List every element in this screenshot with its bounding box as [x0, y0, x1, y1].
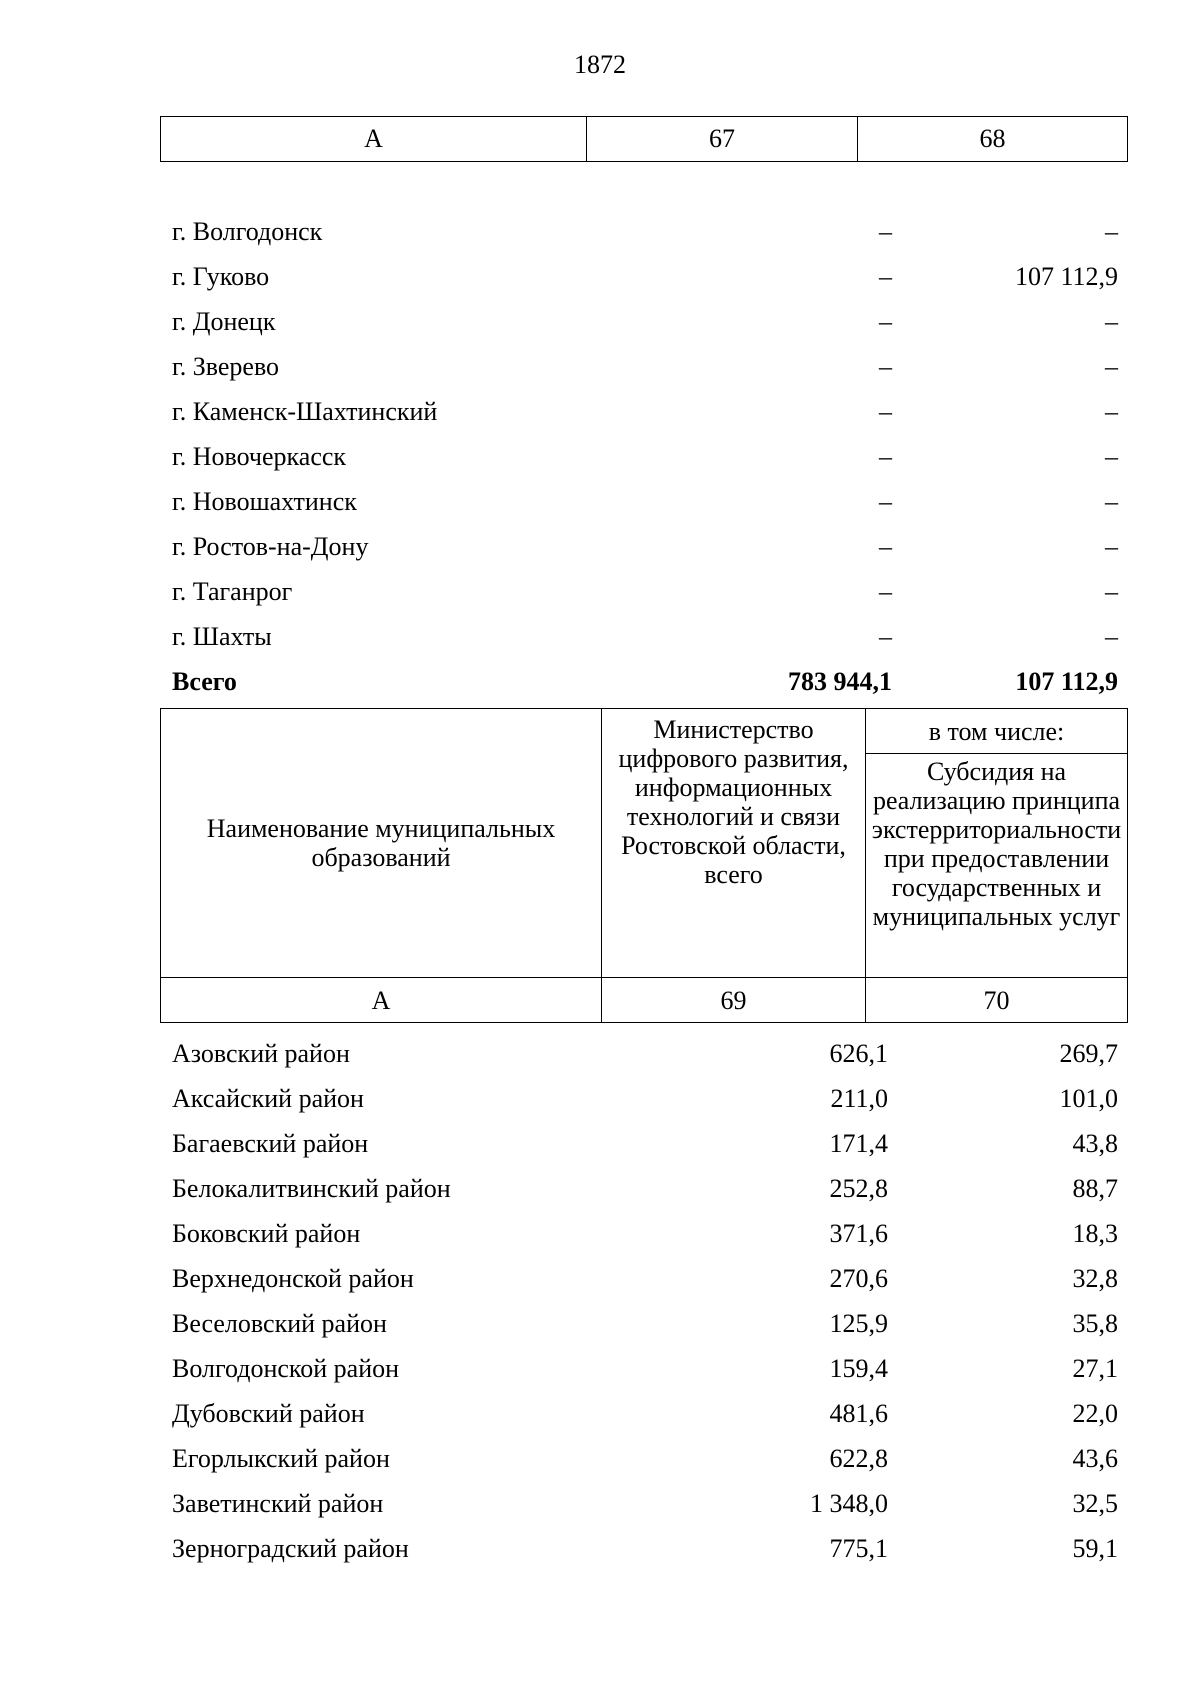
row-value-69: 252,8 [829, 1174, 888, 1203]
row-value-69: 775,1 [829, 1534, 888, 1563]
row-value-67: – [879, 487, 892, 516]
row-name: Веселовский район [172, 1309, 387, 1338]
row-value-68: – [1105, 622, 1118, 651]
row-name: Белокалитвинский район [172, 1174, 451, 1203]
table-row [160, 1079, 1130, 1119]
row-value-70: 43,6 [1072, 1444, 1118, 1473]
row-name: Азовский район [172, 1039, 350, 1068]
row-value-69: 622,8 [829, 1444, 888, 1473]
row-name: г. Ростов-на-Дону [172, 532, 369, 561]
table-row [160, 347, 1130, 387]
table-row [160, 392, 1130, 432]
row-value-67: – [879, 442, 892, 471]
table-row [160, 1214, 1130, 1254]
header-name-col: Наименование муниципальных образований [161, 709, 602, 978]
row-value-69: 211,0 [830, 1084, 888, 1113]
table-row [160, 212, 1130, 252]
header-col-69: 69 [602, 978, 866, 1023]
row-name: г. Таганрог [172, 577, 293, 606]
header-col-a: А [161, 978, 602, 1023]
row-value-69: 481,6 [829, 1399, 888, 1428]
row-name: Багаевский район [172, 1129, 369, 1158]
row-value-70: 27,1 [1072, 1354, 1118, 1383]
row-name: г. Новочеркасск [172, 442, 347, 471]
row-value-68: – [1105, 397, 1118, 426]
row-value-67: – [879, 577, 892, 606]
row-value-67: – [879, 622, 892, 651]
table-row [160, 1529, 1130, 1569]
row-value-69: 626,1 [829, 1039, 888, 1068]
total-value-68: 107 112,9 [1015, 667, 1118, 696]
row-value-70: 269,7 [1059, 1039, 1118, 1068]
header-including: в том числе: [866, 709, 1128, 754]
row-name: г. Гуково [172, 262, 270, 291]
row-value-69: 270,6 [829, 1264, 888, 1293]
page-number: 1872 [574, 50, 626, 79]
row-name: Верхнедонской район [172, 1264, 414, 1293]
table-row [160, 1034, 1130, 1074]
total-value-67: 783 944,1 [788, 667, 892, 696]
row-value-70: 32,5 [1072, 1489, 1118, 1518]
row-value-70: 88,7 [1072, 1174, 1118, 1203]
total-label: Всего [172, 667, 237, 696]
row-value-69: 171,4 [829, 1129, 888, 1158]
table-header-bottom [160, 708, 1128, 1023]
row-value-69: 125,9 [829, 1309, 888, 1338]
row-value-68: – [1105, 577, 1118, 606]
table-row [160, 572, 1130, 612]
total-row [160, 662, 1130, 702]
row-name: Зерноградский район [172, 1534, 409, 1563]
row-value-70: 43,8 [1072, 1129, 1118, 1158]
table-row [160, 302, 1130, 342]
table-row [160, 1439, 1130, 1479]
row-value-70: 35,8 [1072, 1309, 1118, 1338]
row-value-69: 1 348,0 [810, 1489, 888, 1518]
table-row [160, 1394, 1130, 1434]
header-col-a: А [161, 117, 587, 162]
row-name: г. Донецк [172, 307, 276, 336]
table-row [160, 527, 1130, 567]
table-row [160, 1484, 1130, 1524]
row-value-68: – [1105, 352, 1118, 381]
row-value-67: – [879, 352, 892, 381]
row-value-68: – [1105, 307, 1118, 336]
row-name: Волгодонской район [172, 1354, 400, 1383]
row-value-69: 159,4 [829, 1354, 888, 1383]
row-value-67: – [879, 217, 892, 246]
header-subsidy-col: Субсидия на реализацию принципа экстерриториальности при предоставлении государственных и муниципальных услуг [866, 754, 1128, 978]
header-col-70: 70 [866, 978, 1128, 1023]
row-value-70: 59,1 [1072, 1534, 1118, 1563]
row-value-67: – [879, 532, 892, 561]
row-value-67: – [879, 262, 892, 291]
row-value-67: – [879, 307, 892, 336]
table-row [160, 1124, 1130, 1164]
table-row [160, 1169, 1130, 1209]
row-value-69: 371,6 [829, 1219, 888, 1248]
row-name: Дубовский район [172, 1399, 365, 1428]
row-value-68: – [1105, 217, 1118, 246]
row-name: Егорлыкский район [172, 1444, 390, 1473]
table-row [160, 1304, 1130, 1344]
table-row [160, 437, 1130, 477]
row-name: Боковский район [172, 1219, 361, 1248]
table-row [160, 617, 1130, 657]
header-ministry-col: Министерство цифрового развития, информационных технологий и связи Ростовской области, всего [602, 709, 866, 978]
row-value-67: – [879, 397, 892, 426]
row-value-68: – [1105, 442, 1118, 471]
row-value-70: 18,3 [1072, 1219, 1118, 1248]
row-value-68: 107 112,9 [1014, 262, 1118, 291]
row-value-70: 32,8 [1072, 1264, 1118, 1293]
table-row [160, 1259, 1130, 1299]
row-name: г. Каменск-Шахтинский [172, 397, 438, 426]
row-name: г. Зверево [172, 352, 280, 381]
row-name: Заветинский район [172, 1489, 384, 1518]
row-value-68: – [1105, 487, 1118, 516]
row-name: Аксайский район [172, 1084, 364, 1113]
row-name: г. Волгодонск [172, 217, 323, 246]
table-header-top [160, 116, 1128, 162]
table-row [160, 482, 1130, 522]
row-value-68: – [1105, 532, 1118, 561]
row-name: г. Новошахтинск [172, 487, 357, 516]
row-value-70: 101,0 [1059, 1084, 1118, 1113]
row-name: г. Шахты [172, 622, 272, 651]
row-value-70: 22,0 [1072, 1399, 1118, 1428]
header-col-68: 68 [858, 117, 1128, 162]
table-row [160, 1349, 1130, 1389]
table-row [160, 257, 1130, 297]
header-col-67: 67 [587, 117, 858, 162]
